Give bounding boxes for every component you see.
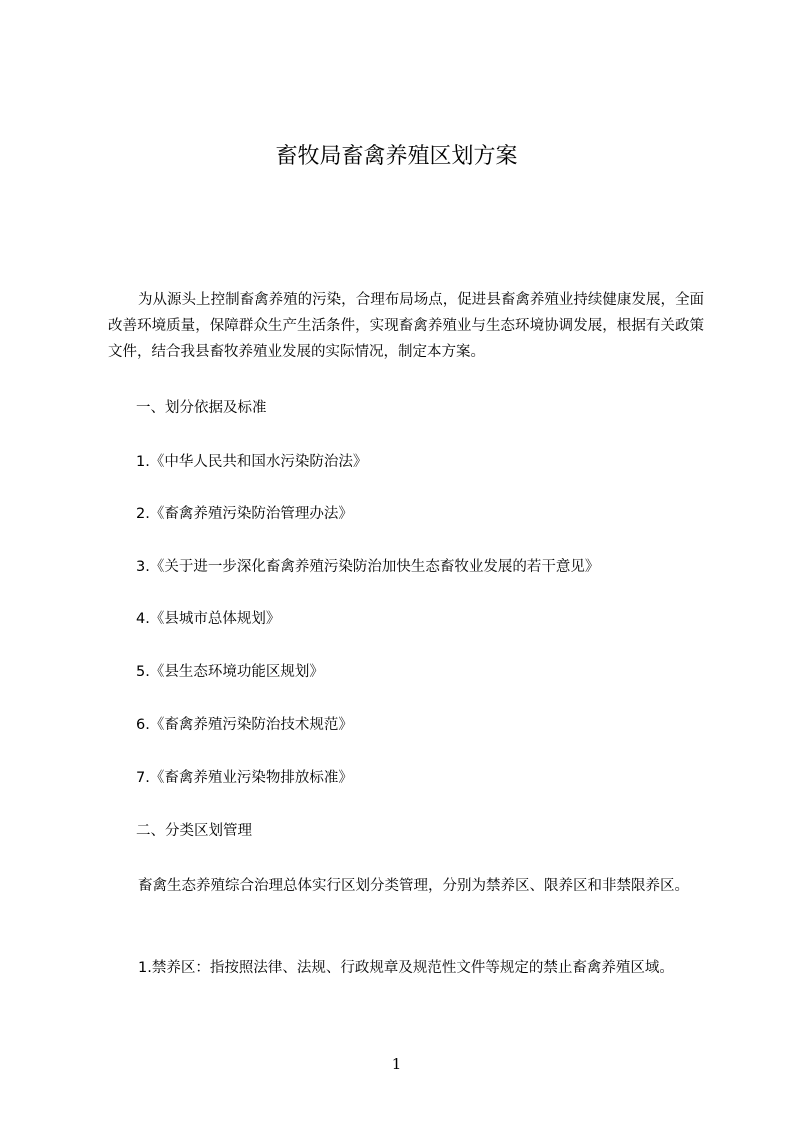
- section-heading-basis: 一、划分依据及标准: [136, 400, 267, 416]
- reference-item: 3.《关于进一步深化畜禽养殖污染防治加快生态畜牧业发展的若干意见》: [136, 559, 600, 575]
- reference-item: 2.《畜禽养殖污染防治管理办法》: [136, 506, 353, 522]
- reference-item: 7.《畜禽养殖业污染物排放标准》: [136, 770, 353, 786]
- intro-paragraph: 为从源头上控制畜禽养殖的污染，合理布局场点，促进县畜禽养殖业持续健康发展，全面改善环境质量，保障群众生产生活条件，实现畜禽养殖业与生态环境协调发展，根据有关政策文件，结合我县畜牧养殖业发展的实际情况，制定本方案。: [108, 292, 704, 360]
- reference-item: 1.《中华人民共和国水污染防治法》: [136, 454, 368, 470]
- section-heading-management: 二、分类区划管理: [136, 823, 252, 839]
- management-paragraph: 畜禽生态养殖综合治理总体实行区划分类管理，分别为禁养区、限养区和非禁限养区。: [138, 878, 689, 894]
- page-number: 1: [391, 1055, 402, 1073]
- reference-item: 4.《县城市总体规划》: [136, 611, 281, 627]
- prohibited-zone-paragraph: 1.禁养区：指按照法律、法规、行政规章及规范性文件等规定的禁止畜禽养殖区域。: [138, 960, 674, 976]
- document-title: 畜牧局畜禽养殖区划方案: [275, 144, 518, 169]
- reference-item: 6.《畜禽养殖污染防治技术规范》: [136, 717, 353, 733]
- reference-item: 5.《县生态环境功能区规划》: [136, 664, 324, 680]
